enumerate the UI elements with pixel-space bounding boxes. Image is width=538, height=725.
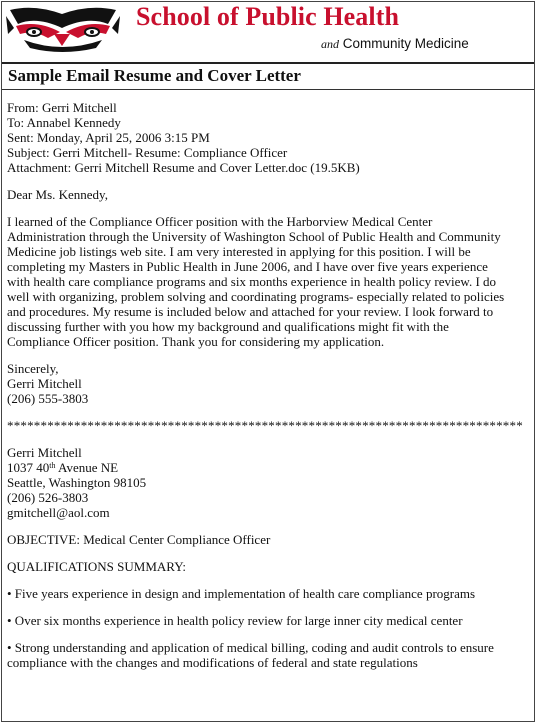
closing-name: Gerri Mitchell (7, 376, 82, 391)
subtitle-and: and (321, 37, 339, 51)
contact-phone: (206) 526-3803 (7, 490, 89, 505)
street-number: 1037 40 (7, 460, 50, 475)
letter-body (7, 214, 535, 349)
email-to: To: Annabel Kennedy (7, 115, 121, 130)
header-rule (2, 62, 535, 64)
subtitle-rest: Community Medicine (339, 36, 469, 51)
body-line: discussing further with you how my background and qualifications might fit with the (7, 319, 449, 334)
email-sent: Sent: Monday, April 25, 2006 3:15 PM (7, 130, 210, 145)
letter-content (7, 100, 535, 670)
contact-name: Gerri Mitchell (7, 445, 82, 460)
school-subtitle (321, 36, 469, 52)
salutation: Dear Ms. Kennedy, (7, 187, 108, 202)
school-name: School of Public Health (136, 2, 400, 31)
email-from: From: Gerri Mitchell (7, 100, 117, 115)
street-ordinal: th (49, 461, 56, 470)
body-line: and procedures. My resume is included below and attached for your review. I look forward to (7, 304, 494, 319)
contact-city: Seattle, Washington 98105 (7, 475, 147, 490)
street-name: Avenue NE (55, 460, 119, 475)
native-formline-emblem-icon (4, 4, 122, 52)
email-header (7, 100, 535, 175)
body-line: Administration through the University of Washington School of Public Health and Community (7, 229, 501, 244)
qualification-item-cont: compliance with the changes and modifications of federal and state regulations (7, 655, 418, 670)
body-line: well with organizing, problem solving and coordinating programs- especially related to policies (7, 289, 505, 304)
qualifications-heading: QUALIFICATIONS SUMMARY: (7, 559, 187, 574)
qualification-item: • Strong understanding and application of medical billing, coding and audit controls to ensure (7, 640, 494, 655)
closing-sincerely: Sincerely, (7, 361, 59, 376)
body-line: Medicine job listings web site. I am very interested in applying for this position. I will be (7, 244, 471, 259)
separator: ***************************************************************************** (7, 418, 523, 433)
document-title: Sample Email Resume and Cover Letter (8, 66, 301, 85)
qualification-item: • Over six months experience in health policy review for large inner city medical center (7, 613, 463, 628)
body-line: with health care compliance programs and six months experience in health policy review. I do (7, 274, 497, 289)
email-subject: Subject: Gerri Mitchell- Resume: Compliance Officer (7, 145, 288, 160)
body-line: I learned of the Compliance Officer position with the Harborview Medical Center (7, 214, 433, 229)
contact-block (7, 445, 535, 520)
body-line: Compliance Officer position. Thank you for considering my application. (7, 334, 385, 349)
body-line: completing my Masters in Public Health in June 2006, and I have over five years experience (7, 259, 488, 274)
contact-email: gmitchell@aol.com (7, 505, 110, 520)
objective: OBJECTIVE: Medical Center Compliance Officer (7, 532, 271, 547)
closing-phone: (206) 555-3803 (7, 391, 89, 406)
contact-street (7, 460, 535, 475)
email-attachment: Attachment: Gerri Mitchell Resume and Cover Letter.doc (19.5KB) (7, 160, 360, 175)
qualification-item: • Five years experience in design and implementation of health care compliance programs (7, 586, 476, 601)
title-rule (2, 89, 535, 90)
document-page (1, 1, 535, 722)
closing (7, 361, 535, 406)
